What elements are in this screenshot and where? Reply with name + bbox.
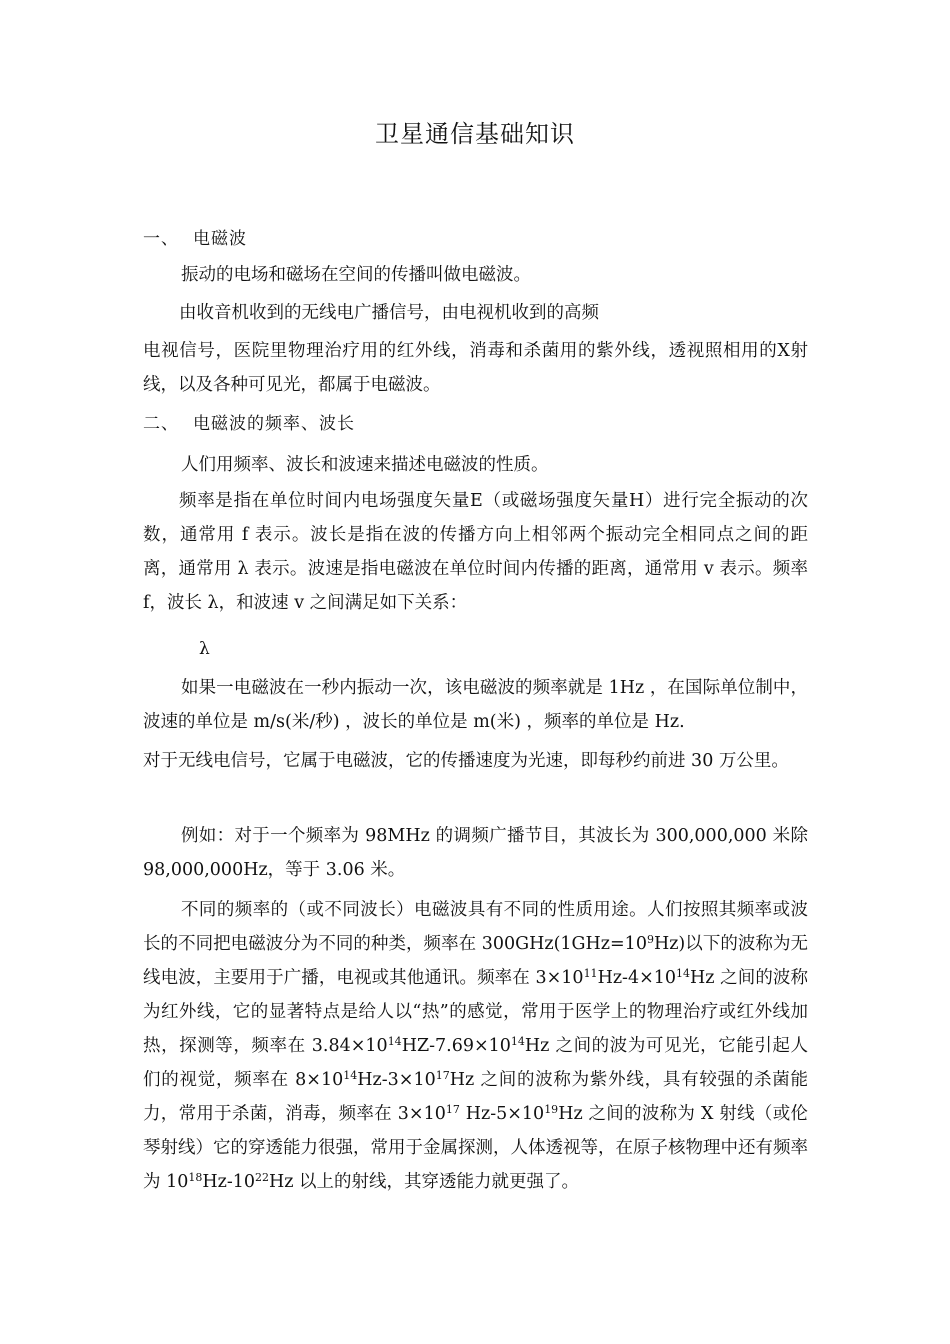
- paragraph-frequency-definition: 频率是指在单位时间内电场强度矢量E（或磁场强度矢量H）进行完全振动的次数，通常用 f 表示。波长是指在波的传播方向上相邻两个振动完全相同点之间的距离，通常用 λ 表示。波速是指电磁波在单位时间内传播的距离，通常用 v 表示。频率 f，波长 λ，和波速 v 之间满足如下关系：: [143, 491, 808, 613]
- paragraph-definition: 振动的电场和磁场在空间的传播叫做电磁波。: [181, 265, 531, 285]
- section-number: 一、: [143, 229, 179, 249]
- paragraph-examples: 电视信号，医院里物理治疗用的红外线，消毒和杀菌用的紫外线，透视照相用的X射线，以及各种可见光，都属于电磁波。: [143, 341, 808, 395]
- paragraph-units: 如果一电磁波在一秒内振动一次，该电磁波的频率就是 1Hz ，在国际单位制中，波速的单位是 m/s(米/秒) ，波长的单位是 m(米) ，频率的单位是 Hz.: [143, 678, 808, 732]
- section-heading-1: [143, 227, 247, 251]
- formula-lambda: λ: [199, 639, 210, 659]
- section-number: 二、: [143, 414, 179, 434]
- paragraph-example: 例如：对于一个频率为 98MHz 的调频广播节目，其波长为 300,000,000 米除 98,000,000Hz，等于 3.06 米。: [143, 826, 808, 880]
- section-label: 电磁波的频率、波长: [193, 414, 355, 434]
- section-heading-2: [143, 412, 355, 436]
- page-title: 卫星通信基础知识: [375, 120, 575, 148]
- paragraph-light-speed: 对于无线电信号，它属于电磁波，它的传播速度为光速，即每秒约前进 30 万公里。: [143, 751, 789, 771]
- section-label: 电磁波: [193, 229, 247, 249]
- paragraph-properties: 人们用频率、波长和波速来描述电磁波的性质。: [181, 455, 549, 475]
- paragraph-examples-line1: 由收音机收到的无线电广播信号，由电视机收到的高频: [179, 303, 599, 323]
- paragraph-spectrum: 不同的频率的（或不同波长）电磁波具有不同的性质用途。人们按照其频率或波长的不同把电磁波分为不同的种类，频率在 $300GHz(1GHz=10^9Hz)$以下的波称为无线电波，主要用于广播，电视或其他通讯。频率在 $3\times 10^{11}Hz-4\times 10^{14}Hz$ 之间的波称为红外线，它的显著特点是给人以“热”的感觉，常用于医学上的物理治疗或红外线加热，探测等，频率在 $3.84\times 10^{14}HZ-7.69\times 10^{14}Hz$ 之间的波为可见光，它能引起人们的视觉，频率在 $8\times 10^{14}Hz-3\times 10^{17}Hz$ 之间的波称为紫外线，具有较强的杀菌能力，常用于杀菌，消毒，频率在 $3\times 10^{17}$ $Hz-5\times 10^{19}Hz$ 之间的波称为 X 射线（或伦琴射线）它的穿透能力很强，常用于金属探测，人体透视等，在原子核物理中还有频率为 $10^{18}Hz-10^{22}Hz$ 以上的射线，其穿透能力就更强了。: [143, 900, 808, 1192]
